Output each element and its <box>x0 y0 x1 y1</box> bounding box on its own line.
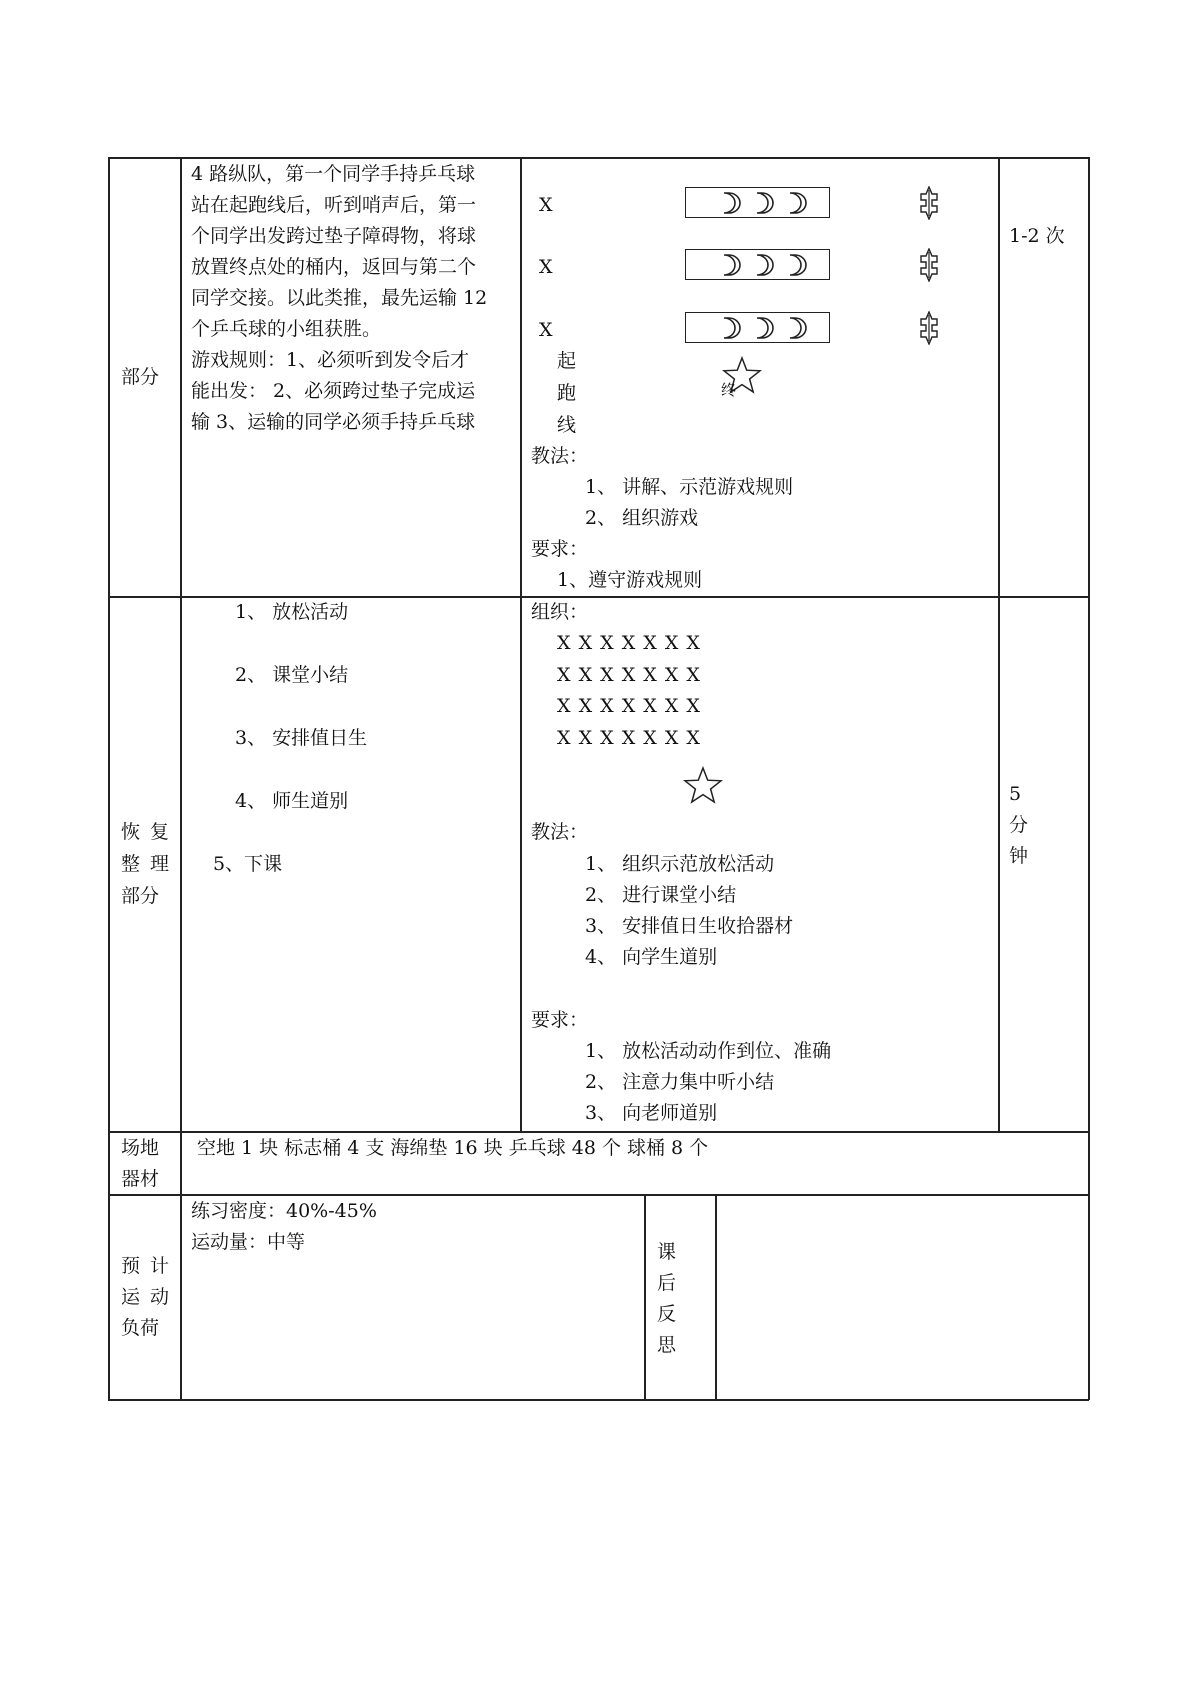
exercise-amount: 运动量：中等 <box>191 1231 306 1253</box>
equipment-label-line: 器材 <box>121 1168 160 1190</box>
recovery-item: 3、 安排值日生 <box>235 727 368 749</box>
recovery-label-line: 部分 <box>121 885 160 907</box>
recovery-time-line: 钟 <box>1009 845 1029 867</box>
description-line: 放置终点处的桶内，返回与第二个 <box>191 256 477 278</box>
load-label-line: 预 计 <box>121 1255 172 1277</box>
star-icon <box>683 766 723 804</box>
reflection-char: 课 <box>657 1241 677 1263</box>
border-col1 <box>180 157 182 1400</box>
description-line: 输 3、运输的同学必须手持乒乓球 <box>191 411 476 433</box>
mat-arc-icon <box>753 191 779 215</box>
border-bottom <box>108 1399 1089 1401</box>
finish-label: 终 <box>721 381 737 399</box>
row-marker: X <box>539 194 553 216</box>
game-description <box>191 159 487 438</box>
exercise-density: 练习密度：40%-45% <box>191 1200 377 1222</box>
recovery-item: 5、下课 <box>213 853 283 875</box>
recovery-item: 2、 课堂小结 <box>235 664 349 686</box>
recovery-item: 1、 放松活动 <box>235 601 349 623</box>
load-label-line: 运 动 <box>121 1286 172 1308</box>
reflection-char: 反 <box>657 1303 677 1325</box>
equipment-label-line: 场地 <box>121 1137 160 1159</box>
game-time: 1-2 次 <box>1009 225 1065 247</box>
description-line: 个同学出发跨过垫子障碍物，将球 <box>191 225 477 247</box>
org-title: 组织： <box>531 601 589 623</box>
start-line-char: 线 <box>557 414 577 436</box>
row-marker: X <box>539 319 553 341</box>
cone-icon <box>919 248 939 282</box>
mat-arc-icon <box>720 316 746 340</box>
recovery-requirement-item: 1、 放松活动动作到位、准确 <box>585 1040 832 1062</box>
recovery-method-item: 2、 进行课堂小结 <box>585 884 737 906</box>
cone-icon <box>919 186 939 220</box>
game-method-title: 教法： <box>531 445 589 467</box>
recovery-method-item: 4、 向学生道别 <box>585 946 718 968</box>
load-label-line: 负荷 <box>121 1317 160 1339</box>
mat-arc-icon <box>720 253 746 277</box>
border-reflect-left <box>644 1194 646 1400</box>
border-col2 <box>520 157 522 1132</box>
formation-row: X X X X X X X <box>557 695 701 717</box>
start-line-char: 跑 <box>557 382 577 404</box>
reflection-char: 后 <box>657 1272 677 1294</box>
equipment-content: 空地 1 块 标志桶 4 支 海绵垫 16 块 乒乓球 48 个 球桶 8 个 <box>197 1137 709 1159</box>
mat-arc-icon <box>753 316 779 340</box>
start-line-char: 起 <box>557 350 577 372</box>
description-line: 站在起跑线后，听到哨声后，第一 <box>191 194 477 216</box>
recovery-time-line: 5 <box>1009 783 1022 805</box>
game-method-item: 1、 讲解、示范游戏规则 <box>585 476 794 498</box>
formation-row: X X X X X X X <box>557 727 701 749</box>
mat-arc-icon <box>720 191 746 215</box>
formation-row: X X X X X X X <box>557 632 701 654</box>
mat-arc-icon <box>786 253 812 277</box>
description-line: 同学交接。以此类推，最先运输 12 <box>191 287 488 309</box>
description-line: 4 路纵队，第一个同学手持乒乓球 <box>191 163 476 185</box>
recovery-requirement-item: 2、 注意力集中听小结 <box>585 1071 775 1093</box>
recovery-label-line: 整 理 <box>121 853 172 875</box>
reflection-area[interactable] <box>717 1196 1087 1398</box>
border-row1 <box>108 596 1089 598</box>
border-row2 <box>108 1131 1089 1133</box>
reflection-char: 思 <box>657 1334 677 1356</box>
game-section-label: 部分 <box>121 366 160 388</box>
recovery-requirement-title: 要求： <box>531 1009 589 1031</box>
recovery-item: 4、 师生道别 <box>235 790 349 812</box>
description-line: 能出发： 2、必须跨过垫子完成运 <box>191 380 476 402</box>
formation-row: X X X X X X X <box>557 664 701 686</box>
description-line: 个乒乓球的小组获胜。 <box>191 318 382 340</box>
game-requirement-title: 要求： <box>531 538 589 560</box>
recovery-requirement-item: 3、 向老师道别 <box>585 1102 718 1124</box>
mat-row <box>685 249 830 280</box>
border-right <box>1088 157 1090 1400</box>
mat-arc-icon <box>753 253 779 277</box>
game-method-item: 2、 组织游戏 <box>585 507 699 529</box>
recovery-time-line: 分 <box>1009 814 1029 836</box>
cone-icon <box>919 311 939 345</box>
recovery-label-line: 恢 复 <box>121 821 172 843</box>
recovery-method-title: 教法： <box>531 821 589 843</box>
mat-row <box>685 187 830 218</box>
border-col3 <box>998 157 1000 1132</box>
row-marker: X <box>539 256 553 278</box>
mat-arc-icon <box>786 316 812 340</box>
recovery-method-item: 3、 安排值日生收拾器材 <box>585 915 794 937</box>
description-line: 游戏规则：1、必须听到发令后才 <box>191 349 470 371</box>
mat-row <box>685 312 830 343</box>
mat-arc-icon <box>786 191 812 215</box>
game-requirement-item: 1、遵守游戏规则 <box>557 569 703 591</box>
recovery-method-item: 1、 组织示范放松活动 <box>585 853 775 875</box>
border-left <box>108 157 110 1400</box>
